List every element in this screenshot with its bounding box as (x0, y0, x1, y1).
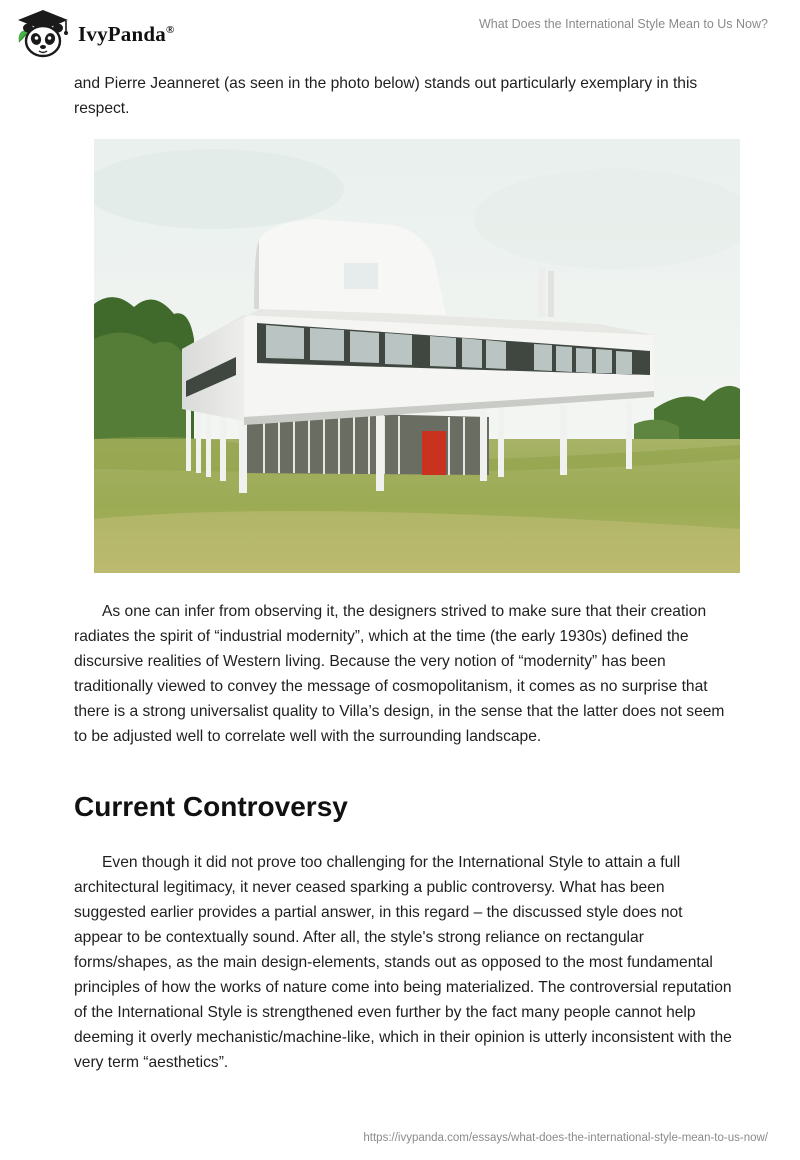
ivypanda-logo[interactable] (14, 8, 174, 60)
panda-graduate-icon (14, 8, 72, 60)
paragraph-intro-continued: and Pierre Jeanneret (as seen in the photo below) stands out particularly exemplary in this respect. (74, 75, 698, 117)
page-header (0, 0, 800, 70)
paragraph-modernity: As one can infer from observing it, the designers strived to make sure that their creation radiates the spirit of “industrial modernity”, which at the time (the early 1930s) defined the discursive realities of Western living. Because the very notion of “modernity” has been traditionally viewed to convey the message of cosmopolitanism, it comes as no surprise that there is a strong universalist quality to Villa’s design, in the sense that the latter does not seem to be adjusted well to correlate well with the surrounding landscape. (74, 603, 725, 745)
section-heading-current-controversy: Current Controversy (74, 791, 348, 822)
paragraph-controversy: Even though it did not prove too challenging for the International Style to attain a full architectural legitimacy, it never ceased sparking a public controversy. What has been suggested earlier provides a partial answer, in this regard – the discussed style does not appear to be contextually sound. After all, the style's strong reliance on rectangular forms/shapes, as the main design-elements, stands out as opposed to the most fundamental principles of how the works of nature come into being materialized. The controversial reputation of the International Style is strengthened even further by the fact many people cannot help deeming it overly mechanistic/machine-like, which in their opinion is utterly inconsistent with the very term “aesthetics”. (74, 854, 732, 1071)
source-url[interactable]: https://ivypanda.com/essays/what-does-the-international-style-mean-to-us-now/ (363, 1132, 768, 1144)
brand-name: IvyPanda® (78, 21, 175, 46)
document-title: What Does the International Style Mean to Us Now? (478, 17, 768, 31)
villa-savoye-photo (94, 139, 740, 573)
